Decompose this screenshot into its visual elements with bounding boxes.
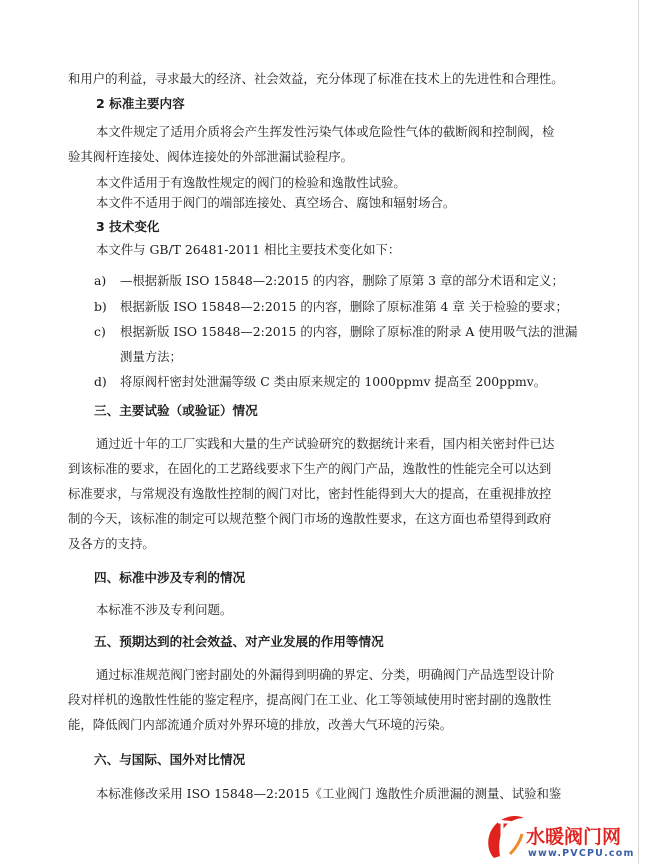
section-2-scope-line: 本文件适用于有逸散性规定的阀门的检验和逸散性试验。	[96, 175, 406, 190]
change-item-d: 将原阀杆密封处泄漏等级 C 类由原来规定的 1000ppmv 提高至 200ppmv。	[120, 374, 547, 389]
section-five-paragraph-line: 段对样机的逸散性性能的鉴定程序，提高阀门在工业、化工等领域使用时密封副的逸散性	[68, 692, 552, 707]
section-six-heading: 六、与国际、国外对比情况	[94, 752, 246, 767]
section-six-paragraph: 本标准修改采用 ISO 15848—2:2015《工业阀门 逸散性介质泄漏的测量、试验和鉴	[96, 786, 562, 801]
section-2-paragraph-line: 本文件规定了适用介质将会产生挥发性污染气体或危险性气体的截断阀和控制阀，检	[96, 124, 555, 139]
page-edge	[638, 0, 639, 864]
section-2-exclusion-line: 本文件不适用于阀门的端部连接处、真空场合、腐蚀和辐射场合。	[96, 195, 456, 210]
section-three-heading: 三、主要试验（或验证）情况	[94, 403, 258, 418]
watermark-site-name: 水暖阀门网	[526, 826, 622, 848]
section-2-paragraph-line: 验其阀杆连接处、阀体连接处的外部泄漏试验程序。	[68, 149, 353, 164]
section-five-paragraph-line: 通过标准规范阀门密封副处的外漏得到明确的界定、分类，明确阀门产品选型设计阶	[96, 667, 555, 682]
section-three-paragraph-line: 通过近十年的工厂实践和大量的生产试验研究的数据统计来看，国内相关密封件已达	[96, 436, 555, 451]
section-four-paragraph: 本标准不涉及专利问题。	[96, 602, 233, 617]
section-three-paragraph-line: 制的今天，该标准的制定可以规范整个阀门市场的逸散性要求，在这方面也希望得到政府	[68, 511, 552, 526]
change-item-marker: c)	[94, 324, 106, 339]
change-item-marker: b)	[94, 299, 107, 314]
change-item-c-continued: 测量方法；	[120, 349, 182, 364]
change-item-b: 根据新版 ISO 15848—2:2015 的内容，删除了原标准第 4 章 关于检验的要求；	[120, 299, 568, 314]
paragraph-fragment: 和用户的利益，寻求最大的经济、社会效益，充分体现了标准在技术上的先进性和合理性。	[68, 71, 564, 86]
pipe-logo-icon	[480, 808, 528, 862]
section-three-paragraph-line: 及各方的支持。	[68, 536, 155, 551]
section-four-heading: 四、标准中涉及专利的情况	[94, 570, 246, 585]
change-item-c: 根据新版 ISO 15848—2:2015 的内容，删除了原标准的附录 A 使用吸气法的泄漏	[120, 324, 578, 339]
change-item-a: —根据新版 ISO 15848—2:2015 的内容，删除了原第 3 章的部分术语和定义；	[120, 273, 564, 288]
watermark-url: www.PVCPU.com	[528, 848, 635, 859]
section-3-intro: 本文件与 GB/T 26481-2011 相比主要技术变化如下：	[96, 242, 401, 257]
section-three-paragraph-line: 到该标准的要求，在固化的工艺路线要求下生产的阀门产品，逸散性的性能完全可以达到	[68, 461, 552, 476]
section-five-heading: 五、预期达到的社会效益、对产业发展的作用等情况	[94, 634, 384, 649]
section-five-paragraph-line: 能，降低阀门内部流通介质对外界环境的排放，改善大气环境的污染。	[68, 717, 453, 732]
change-item-marker: a)	[94, 273, 107, 288]
section-3-heading: 3 技术变化	[96, 219, 160, 234]
section-three-paragraph-line: 标准要求，与常规没有逸散性控制的阀门对比，密封性能得到大大的提高，在重视排放控	[68, 486, 552, 501]
site-watermark	[470, 804, 645, 864]
section-2-heading: 2 标准主要内容	[96, 96, 185, 111]
change-item-marker: d)	[94, 374, 107, 389]
